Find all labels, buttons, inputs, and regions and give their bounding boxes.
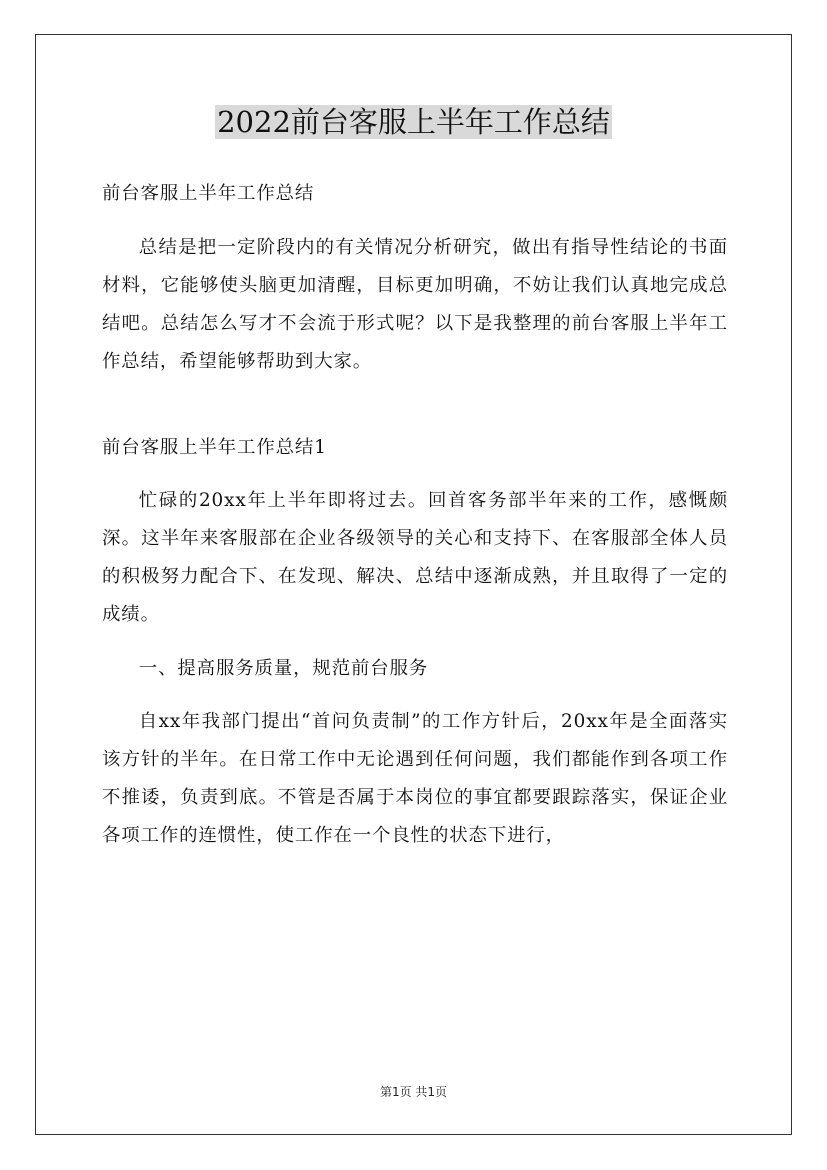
subsection-heading: 一、提高服务质量，规范前台服务 <box>138 657 429 679</box>
intro-paragraph: 总结是把一定阶段内的有关情况分析研究，做出有指导性结论的书面材料，它能够使头脑更加清醒，目标更加明确，不妨让我们认真地完成总结吧。总结怎么写才不会流于形式呢？以下是我整理的前台客服上半年工作总结，希望能够帮助到大家。 <box>102 236 728 372</box>
section-heading: 前台客服上半年工作总结 <box>102 183 315 204</box>
document-title-text: 2022前台客服上半年工作总结 <box>217 105 610 139</box>
document-title <box>0 100 827 144</box>
body-paragraph: 忙碌的20xx年上半年即将过去。回首客务部半年来的工作，感慨颇深。这半年来客服部在企业各级领导的关心和支持下、在客服部全体人员的积极努力配合下、在发现、解决、总结中逐渐成熟，并且取得了一定的成绩。 <box>102 490 728 625</box>
section-heading: 前台客服上半年工作总结1 <box>102 436 327 458</box>
document-body <box>102 175 728 871</box>
body-paragraph: 自xx年我部门提出“首问负责制”的工作方针后，20xx年是全面落实该方针的半年。在日常工作中无论遇到任何问题，我们都能作到各项工作不推诿，负责到底。不管是否属于本岗位的事宜都要跟踪落实，保证企业各项工作的连惯性，使工作在一个良性的状态下进行， <box>102 711 728 846</box>
page-footer: 第1页 共1页 <box>379 1085 448 1099</box>
